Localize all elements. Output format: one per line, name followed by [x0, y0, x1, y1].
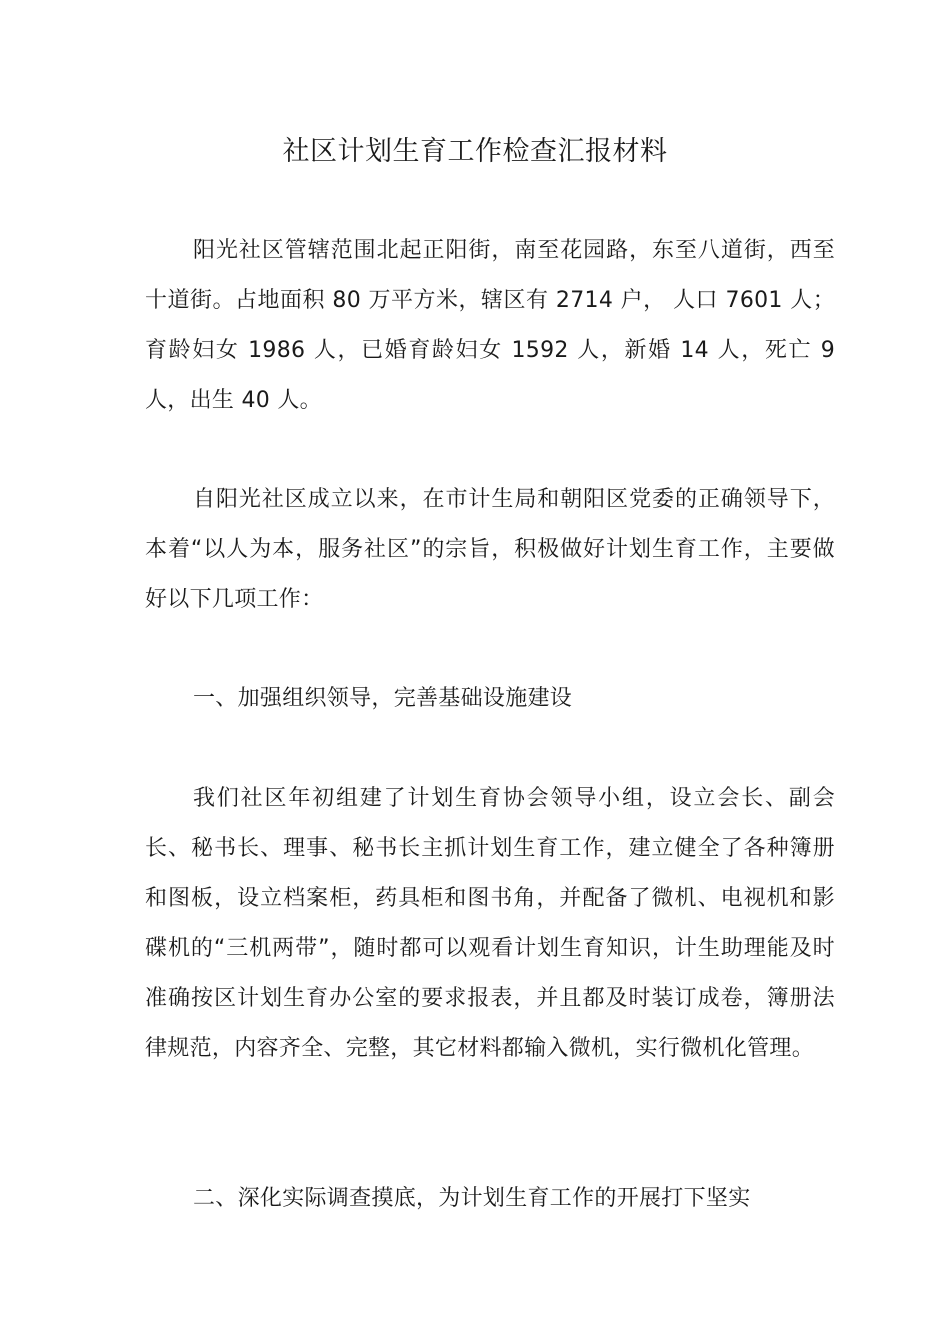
paragraph-organization: 我们社区年初组建了计划生育协会领导小组，设立会长、副会长、秘书长、理事、秘书长主抓计划生育工作，建立健全了各种簿册和图板，设立档案柜，药具柜和图书角，并配备了微机、电视机和影碟机的“三机两带”，随时都可以观看计划生育知识，计生助理能及时准确按区计划生育办公室的要求报表，并且都及时装订成卷，簿册法律规范，内容齐全、完整，其它材料都输入微机，实行微机化管理。: [145, 786, 835, 1061]
section-heading-2: 二、深化实际调查摸底，为计划生育工作的开展打下坚实: [193, 1186, 751, 1211]
section-heading-1: 一、加强组织领导，完善基础设施建设: [193, 686, 573, 711]
document-title: 社区计划生育工作检查汇报材料: [282, 136, 668, 167]
paragraph-community-overview: 阳光社区管辖范围北起正阳街，南至花园路，东至八道街，西至十道街。占地面积 80 万平方米，辖区有 2714 户， 人口 7601 人；育龄妇女 1986 人，已婚育龄妇女 1592 人，新婚 14 人，死亡 9 人，出生 40 人。: [145, 238, 835, 413]
paragraph-introduction: 自阳光社区成立以来，在市计生局和朝阳区党委的正确领导下，本着“以人为本，服务社区”的宗旨，积极做好计划生育工作，主要做好以下几项工作：: [145, 487, 835, 612]
